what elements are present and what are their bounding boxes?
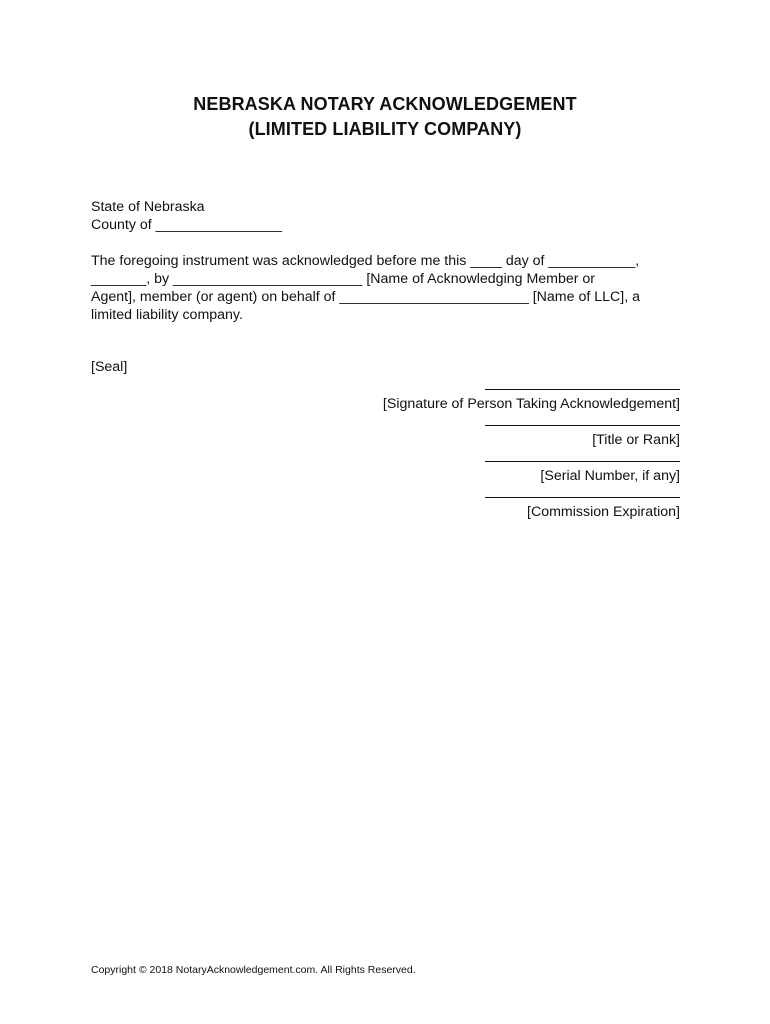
paragraph-line: The foregoing instrument was acknowledged before me this ____ day of ___________, (91, 253, 640, 269)
document-title: NEBRASKA NOTARY ACKNOWLEDGEMENT (193, 94, 577, 114)
commission-expiration-line (485, 487, 680, 498)
commission-expiration-block (260, 485, 680, 521)
title-rank-line (485, 415, 680, 426)
serial-number-label: [Serial Number, if any] (540, 468, 680, 484)
title-rank-block (260, 413, 680, 449)
signature-label: [Signature of Person Taking Acknowledgement] (382, 396, 680, 412)
signature-block (260, 377, 680, 413)
county-line: County of ________________ (91, 217, 282, 233)
state-line: State of Nebraska (91, 199, 205, 215)
title-rank-label: [Title or Rank] (592, 432, 680, 448)
seal-label: [Seal] (91, 359, 128, 375)
paragraph-line: limited liability company. (91, 307, 243, 323)
document-subtitle: (LIMITED LIABILITY COMPANY) (248, 119, 522, 139)
acknowledgement-paragraph (91, 252, 691, 324)
paragraph-line: _______, by ________________________ [Name of Acknowledging Member or (91, 271, 596, 287)
serial-number-line (485, 451, 680, 462)
serial-number-block (260, 449, 680, 485)
commission-expiration-label: [Commission Expiration] (527, 504, 680, 520)
paragraph-line: Agent], member (or agent) on behalf of ________________________ [Name of LLC], a (91, 289, 640, 305)
copyright-footer: Copyright © 2018 NotaryAcknowledgement.com. All Rights Reserved. (91, 964, 416, 976)
signature-line (485, 379, 680, 390)
